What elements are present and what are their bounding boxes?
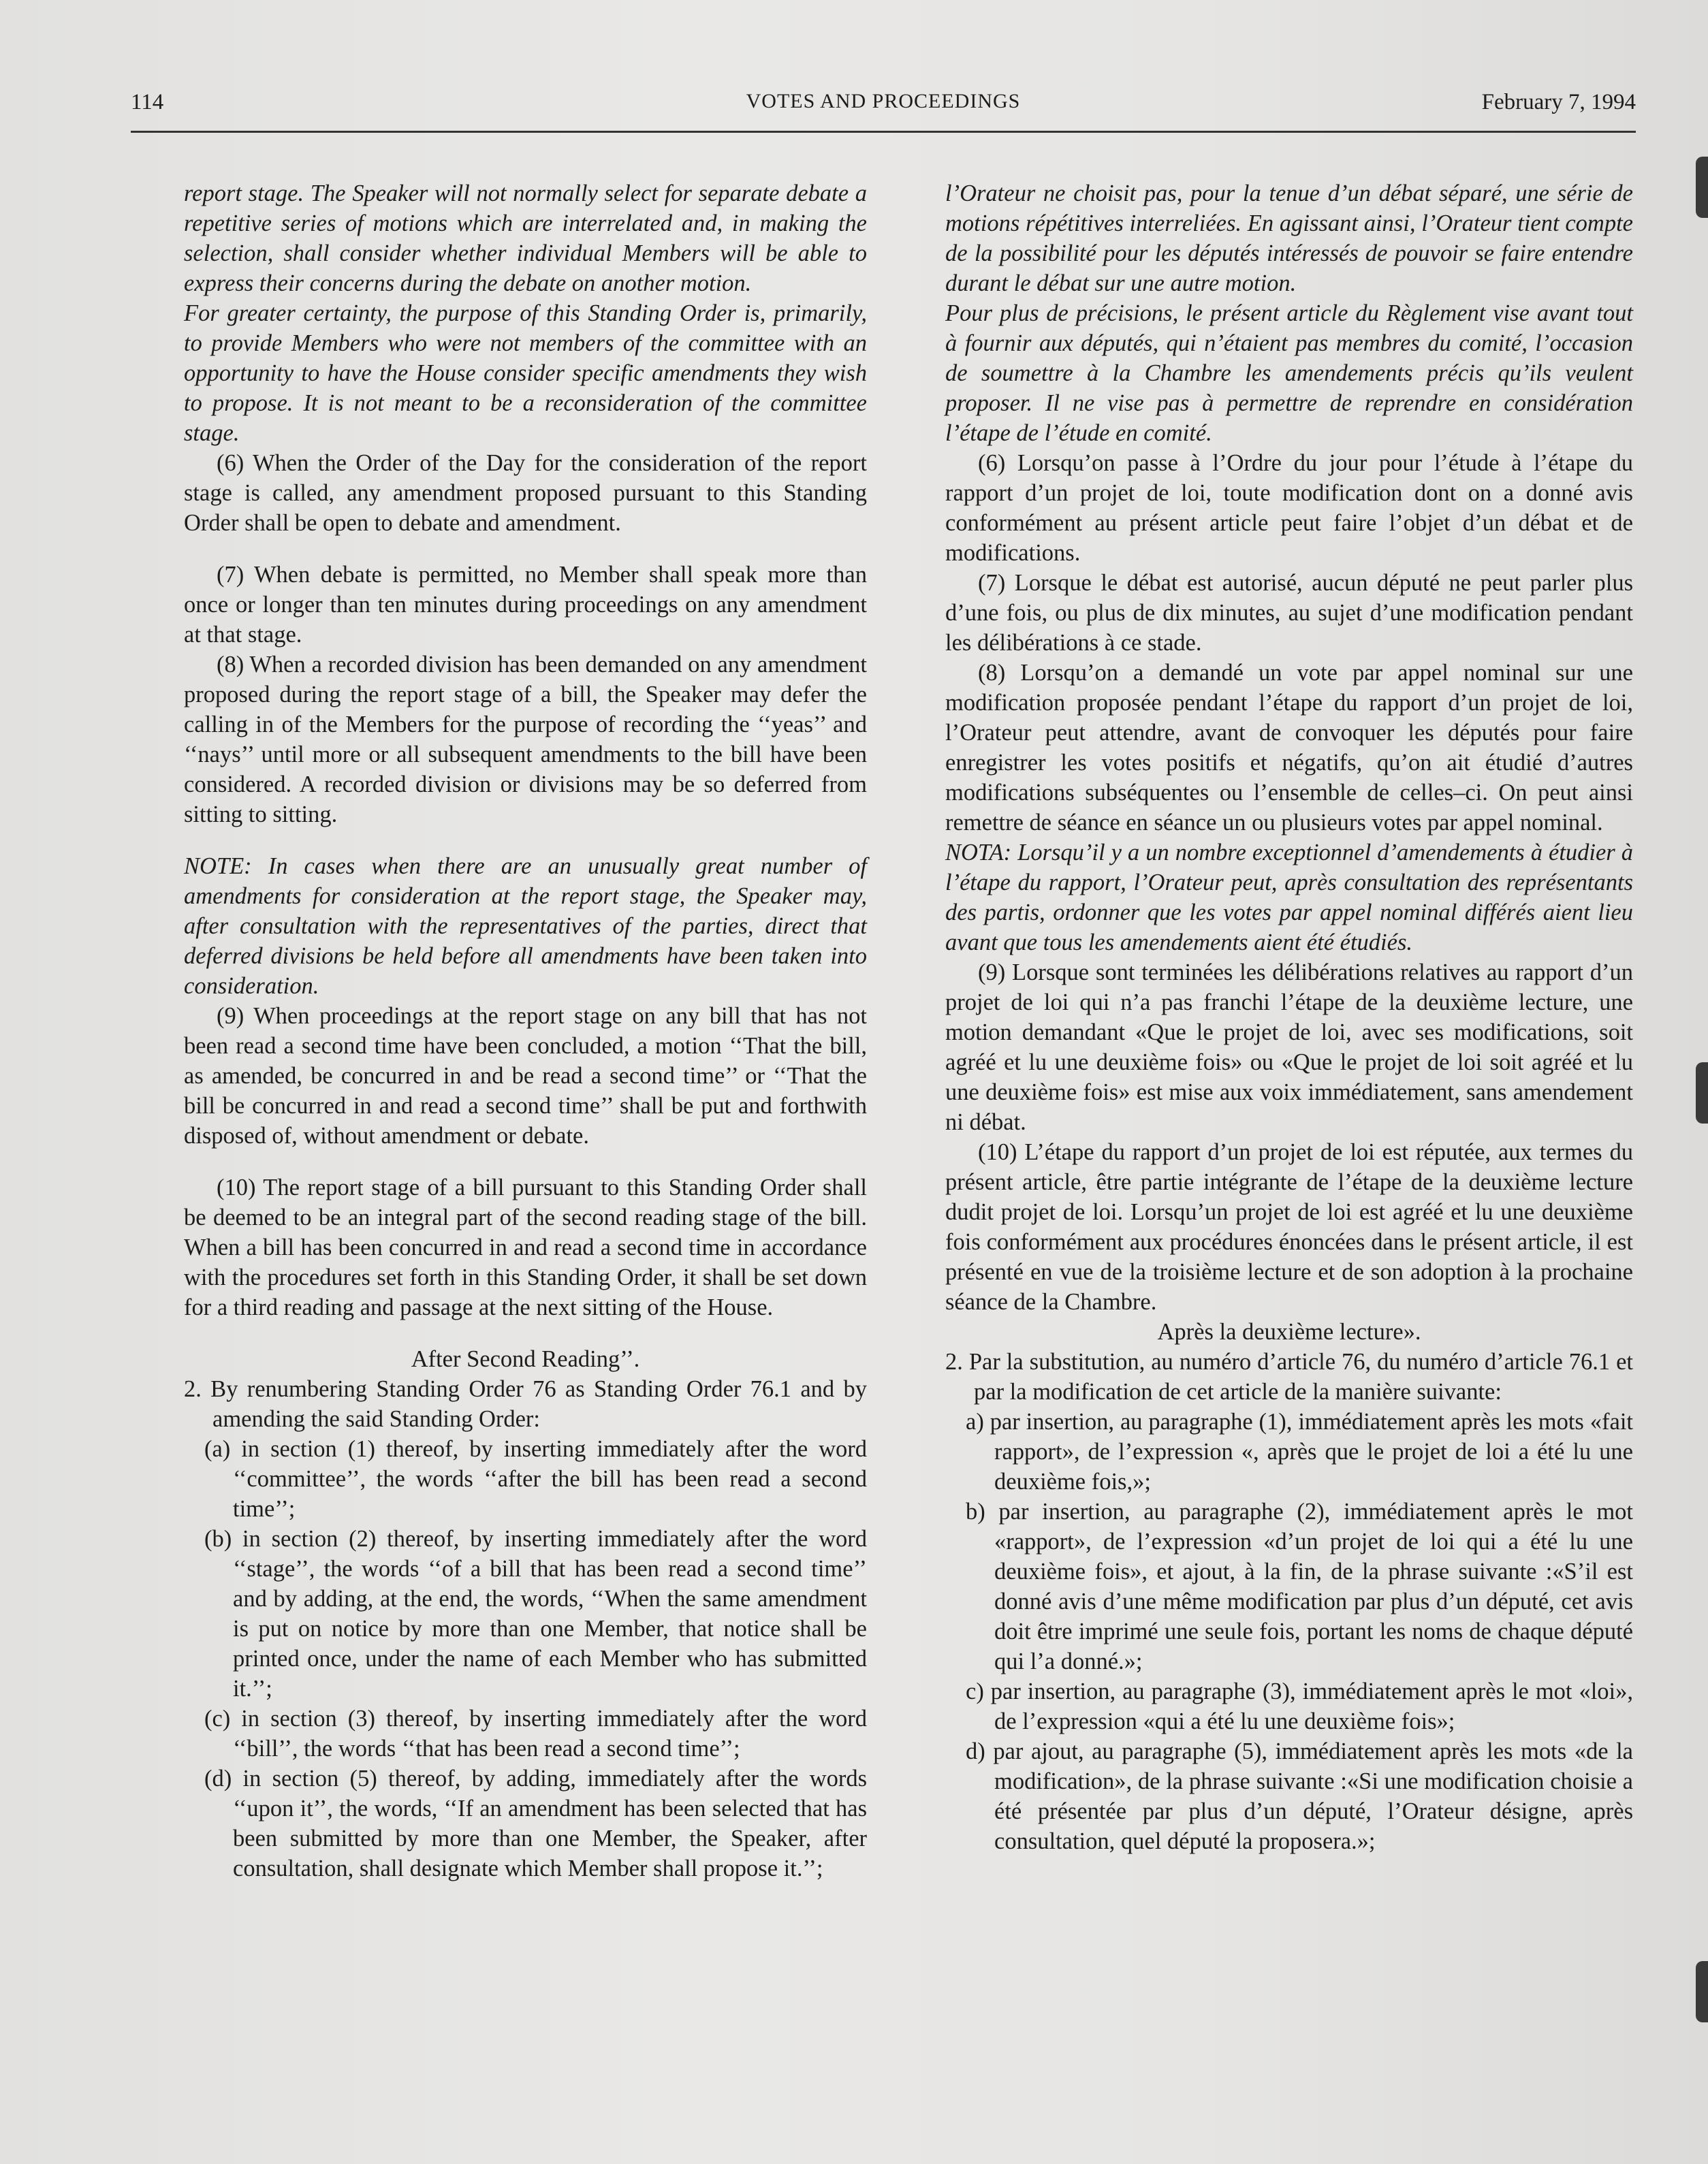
paragraph: (6) Lorsqu’on passe à l’Ordre du jour pour l’étude à l’étape du rapport d’un projet de loi, toute modification dont on a donné avis conformément au présent article peut faire l’objet d’un débat et de modifications. — [945, 450, 1633, 566]
sub-item: (b) in section (2) thereof, by inserting immediately after the word ‘‘stage’’, the words ‘‘of a bill that has been read a second time’’ and by adding, at the end, the words, ‘‘When the same amendment is put on notice by more than one Member, that notice shall be printed once, under the name of each Member who has submitted it.’’; — [204, 1526, 867, 1702]
list-item: 2. By renumbering Standing Order 76 as Standing Order 76.1 and by amending the said Standing Order: — [184, 1376, 867, 1432]
paragraph: (9) Lorsque sont terminées les délibérations relatives au rapport d’un projet de loi qui n’a pas franchi l’étape de la deuxième lecture, une motion demandant «Que le projet de loi, avec ses modifications, soit agréé et lu une deuxième fois» ou «Que le projet de loi soit agréé et lu une deuxième fois» est mise aux voix immédiatement, sans amendement ni débat. — [945, 959, 1633, 1135]
publication-title: VOTES AND PROCEEDINGS — [746, 90, 1021, 112]
sub-item: b) par insertion, au paragraphe (2), immédiatement après le mot «rapport», de l’expression «d’un projet de loi qui a été lu une deuxième fois», et ajout, à la fin, de la phrase suivante :«S’il est donné avis d’une même modification par plus d’un député, cet avis doit être imprimé une seule fois, portant les noms de chaque député qui l’a donné.»; — [966, 1499, 1633, 1674]
paragraph: For greater certainty, the purpose of this Standing Order is, primarily, to provide Members who were not members of the committee with an opportunity to have the House consider specific amendments they wish to propose. It is not meant to be a reconsideration of the committee stage. — [184, 300, 867, 446]
paragraph: (6) When the Order of the Day for the consideration of the report stage is called, any amendment proposed pursuant to this Standing Order shall be open to debate and amendment. — [184, 450, 867, 536]
paragraph: report stage. The Speaker will not normally select for separate debate a repetitive series of motions which are interrelated and, in making the selection, shall consider whether individual Members will be able to express their concerns during the debate on another motion. — [184, 180, 867, 296]
french-column — [945, 178, 1633, 1856]
paragraph: (9) When proceedings at the report stage on any bill that has not been read a second time have been concluded, a motion ‘‘That the bill, as amended, be concurred in and be read a second time’’ or ‘‘That the bill be concurred in and read a second time’’ shall be put and forthwith disposed of, without amendment or debate. — [184, 1003, 867, 1149]
sub-item: (a) in section (1) thereof, by inserting immediately after the word ‘‘committee’’, the words ‘‘after the bill has been read a second time’’; — [204, 1436, 867, 1522]
paragraph: (10) The report stage of a bill pursuant to this Standing Order shall be deemed to be an integral part of the second reading stage of the bill. When a bill has been concurred in and read a second time in accordance with the procedures set forth in this Standing Order, it shall be set down for a third reading and passage at the next sitting of the House. — [184, 1175, 867, 1320]
binder-clip-middle — [1696, 1062, 1708, 1124]
page-header — [131, 90, 1636, 133]
sub-item: (c) in section (3) thereof, by inserting immediately after the word ‘‘bill’’, the words ‘‘that has been read a second time’’; — [204, 1706, 867, 1762]
binder-clip-bottom — [1696, 1961, 1708, 2022]
paragraph: (8) When a recorded division has been demanded on any amendment proposed during the report stage of a bill, the Speaker may defer the calling in of the Members for the purpose of recording the ‘‘yeas’’ and ‘‘nays’’ until more or all subsequent amendments to the bill have been considered. A recorded division or divisions may be so deferred from sitting to sitting. — [184, 652, 867, 827]
note-paragraph: NOTA: Lorsqu’il y a un nombre exceptionnel d’amendements à étudier à l’étape du rapport, l’Orateur peut, après consultation des représentants des partis, ordonner que les votes par appel nominal différés aient lieu avant que tous les amendements aient été étudiés. — [945, 840, 1633, 955]
paragraph: l’Orateur ne choisit pas, pour la tenue d’un débat séparé, une série de motions répétitives interreliées. En agissant ainsi, l’Orateur tient compte de la possibilité pour les députés intéressés de pouvoir se faire entendre durant le débat sur une autre motion. — [945, 180, 1633, 296]
list-item: 2. Par la substitution, au numéro d’article 76, du numéro d’article 76.1 et par la modification de cet article de la manière suivante: — [945, 1349, 1633, 1405]
paragraph: (7) Lorsque le débat est autorisé, aucun député ne peut parler plus d’une fois, ou plus de dix minutes, au sujet d’une modification pendant les délibérations à ce stade. — [945, 570, 1633, 656]
paragraph: (7) When debate is permitted, no Member shall speak more than once or longer than ten minutes during proceedings on any amendment at that stage. — [184, 562, 867, 648]
paragraph: (8) Lorsqu’on a demandé un vote par appel nominal sur une modification proposée pendant l’étape du rapport d’un projet de loi, l’Orateur peut attendre, avant de convoquer les députés pour faire enregistrer les votes positifs et négatifs, qu’on ait étudié d’autres modifications subséquentes ou l’ensemble de celles–ci. On peut ainsi remettre de séance en séance un ou plusieurs votes par appel nominal. — [945, 660, 1633, 836]
sub-item: (d) in section (5) thereof, by adding, immediately after the words ‘‘upon it’’, the words, ‘‘If an amendment has been selected that has been submitted by more than one Member, the Speaker, after consultation, shall designate which Member shall propose it.’’; — [204, 1766, 867, 1881]
sub-item: d) par ajout, au paragraphe (5), immédiatement après les mots «de la modification», de la phrase suivante :«Si une modification choisie a été présentée par plus d’un député, l’Orateur désigne, après consultation, quel député la proposera.»; — [966, 1738, 1633, 1854]
paragraph: Pour plus de précisions, le présent article du Règlement vise avant tout à fournir aux députés, qui n’étaient pas membres du comité, l’occasion de soumettre à la Chambre les amendements précis qu’ils veulent proposer. Il ne vise pas à permettre de reprendre en considération l’étape de l’étude en comité. — [945, 300, 1633, 446]
publication-date: February 7, 1994 — [1481, 90, 1636, 114]
english-column — [184, 178, 867, 1883]
binder-clip-top — [1696, 157, 1708, 218]
page-number: 114 — [131, 90, 164, 114]
sub-item: c) par insertion, au paragraphe (3), immédiatement après le mot «loi», de l’expression «qui a été lu une deuxième fois»; — [966, 1678, 1633, 1734]
section-heading: Après la deuxième lecture». — [1157, 1319, 1421, 1345]
paragraph: (10) L’étape du rapport d’un projet de loi est réputée, aux termes du présent article, être partie intégrante de l’étape de la deuxième lecture dudit projet de loi. Lorsqu’un projet de loi est agréé et lu une deuxième fois conformément aux procédures énoncées dans le présent article, il est présenté en vue de la troisième lecture et de son adoption à la prochaine séance de la Chambre. — [945, 1139, 1633, 1315]
note-paragraph: NOTE: In cases when there are an unusually great number of amendments for consideration at the report stage, the Speaker may, after consultation with the representatives of the parties, direct that deferred divisions be held before all amendments have been taken into consideration. — [184, 853, 867, 999]
sub-item: a) par insertion, au paragraphe (1), immédiatement après les mots «fait rapport», de l’expression «, après que le projet de loi a été lu une deuxième fois,»; — [966, 1409, 1633, 1495]
section-heading: After Second Reading’’. — [411, 1346, 640, 1372]
